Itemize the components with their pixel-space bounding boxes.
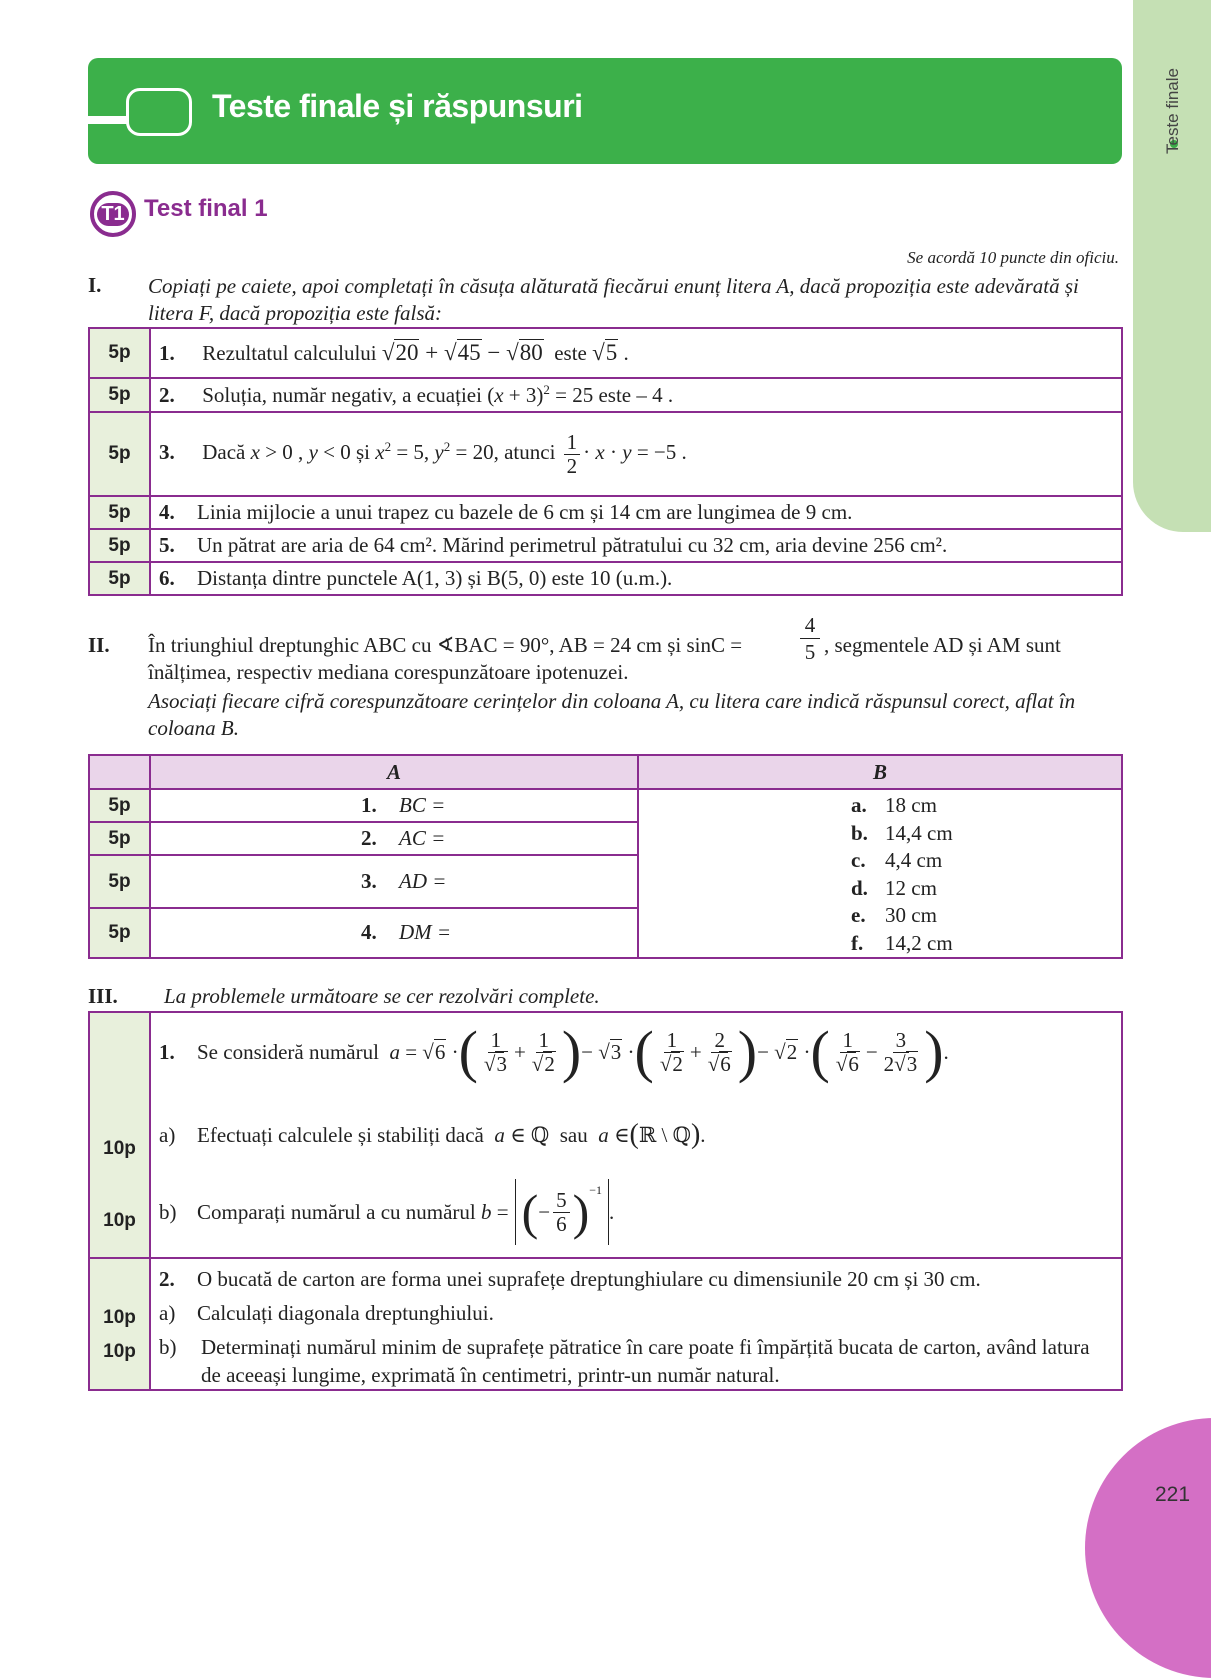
problem-1-statement: 1. Se consideră numărul a = √ 6 · ( $\frac{1}{√3}$ + $\frac{1}{√2}$ ) − √ 3 · ( $\frac{1}{√2}$ + $\frac{2}{√6}$ ) − √ 2 · ( $\frac{1}{√6}$ − $\frac{3}{2√3}$ ) . xyxy=(159,1019,949,1084)
formula-a: a = √ 6 · ( $\frac{1}{√3}$ + $\frac{1}{√2}$ ) − √ 3 · ( $\frac{1}{√2}$ + $\frac{2}{√6}$ ) − √ 2 · ( $\frac{1}{√6}$ − $\frac{3}{2√3}$ ) . xyxy=(389,1019,949,1084)
points-label: 5p xyxy=(89,908,150,958)
problem-1b: b) Comparați numărul a cu numărul b = ( − $\frac{5}{6}$ ) $^{-1}$ . xyxy=(159,1177,1113,1247)
answers-cell xyxy=(638,789,1122,958)
requirement-cell: 1. BC = xyxy=(150,789,638,822)
points-label: 5p xyxy=(89,378,150,412)
table-row xyxy=(89,328,1122,378)
problem-2-row xyxy=(89,1258,1122,1390)
page-number: 221 xyxy=(1155,1483,1191,1506)
problem-1a: a) Efectuați calculele și stabiliți dacă a ∈ ℚ sau a ∈ ( ℝ \ ℚ ) . xyxy=(159,1119,706,1150)
table-row xyxy=(89,378,1122,412)
header-decor-pill xyxy=(126,88,192,136)
column-b-header: B xyxy=(638,755,1122,789)
statement-4: Linia mijlocie a unui trapez cu bazele de 6 cm și 14 cm are lungimea de 9 cm. xyxy=(197,500,853,524)
points-label: 5p xyxy=(89,412,150,496)
problem-1-cell xyxy=(150,1012,1122,1258)
section-iii-instruction: La problemele următoare se cer rezolvări complete. xyxy=(164,984,600,1008)
test-badge: T1 xyxy=(90,191,136,237)
statement-cell: 4. Linia mijlocie a unui trapez cu bazele de 6 cm și 14 cm are lungimea de 9 cm. xyxy=(150,496,1122,529)
section-iii-number: III. xyxy=(88,984,118,1008)
problem-2-cell xyxy=(150,1258,1122,1390)
section-ii-statement-line2: înălțimea, respectiv mediana corespunzătoare ipotenuzei. xyxy=(148,660,629,684)
table-header-row xyxy=(89,755,1122,789)
table-row xyxy=(89,789,1122,822)
statement-1: Rezultatul calculului √20 + √45 − √80 este √5 . xyxy=(202,340,629,365)
problem-2a: a) Calculați diagonala dreptunghiului. xyxy=(159,1301,494,1325)
section-ii-statement-end: , segmentele AD și AM sunt xyxy=(824,633,1061,657)
points-label: 5p xyxy=(89,822,150,855)
side-tab-label: Teste finale xyxy=(1163,68,1182,154)
statement-cell: 2. Soluția, număr negativ, a ecuației $(x + 3)^2 = 25$ este – 4 . xyxy=(150,378,1122,412)
problem-2-statement: 2. O bucată de carton are forma unei suprafețe dreptunghiulare cu dimensiunile 20 cm și 30 cm. xyxy=(159,1267,981,1291)
answer-option: f. 14,2 cm xyxy=(851,930,953,955)
points-label: 5p xyxy=(89,496,150,529)
points-label: 5p xyxy=(89,529,150,562)
requirement-cell: 2. AC = xyxy=(150,822,638,855)
matching-table xyxy=(88,754,1123,959)
answer-option: e. 30 cm xyxy=(851,903,937,927)
statement-5: Un pătrat are aria de 64 cm². Mărind perimetrul pătratului cu 32 cm, aria devine 256 cm². xyxy=(197,533,948,557)
points-label: 5p xyxy=(89,562,150,595)
statement-cell: 6. Distanța dintre punctele A(1, 3) și B(5, 0) este 10 (u.m.). xyxy=(150,562,1122,595)
points-column: 10p 10p xyxy=(89,1012,150,1258)
table-row xyxy=(89,529,1122,562)
statement-2: Soluția, număr negativ, a ecuației $(x + 3)^2 = 25$ este – 4 . xyxy=(202,382,674,407)
answer-option: d. 12 cm xyxy=(851,875,937,900)
statement-6: Distanța dintre punctele A(1, 3) și B(5, 0) este 10 (u.m.). xyxy=(197,566,673,590)
section-ii-statement: În triunghiul dreptunghic ABC cu ∢BAC = 90°, AB = 24 cm și sinC = xyxy=(148,633,743,657)
answer-option: b. 14,4 cm xyxy=(851,820,953,845)
section-ii-number: II. xyxy=(88,633,110,657)
statement-cell: 3. Dacă x > 0 , y < 0 și $x^2 = 5$, $y^2 = 20$, atunci $\frac{1}{2}$ · x · y = −5 . xyxy=(150,412,1122,496)
section-ii-instruction: Asociați fiecare cifră corespunzătoare cerințelor din coloana A, cu litera care indică răspunsul corect, aflat în coloana B. xyxy=(148,689,1076,740)
table-row xyxy=(89,412,1122,496)
page-corner-decor xyxy=(1085,1418,1211,1678)
points-label: 5p xyxy=(89,328,150,378)
problem-2b: b) Determinați numărul minim de suprafețe pătratice în care poate fi împărțită bucata de carton, având latura de aceeași lungime, exprimată în centimetri, printr-un număr natural. xyxy=(159,1335,1090,1387)
formula-b: ( − $\frac{5}{6}$ ) $^{-1}$ xyxy=(515,1179,609,1245)
sin-fraction: 4 5 xyxy=(800,612,820,665)
statement-cell: 5. Un pătrat are aria de 64 cm². Mărind perimetrul pătratului cu 32 cm, aria devine 256 cm². xyxy=(150,529,1122,562)
answer-option: a. 18 cm xyxy=(851,793,937,817)
section-i-number: I. xyxy=(88,273,102,297)
requirement-cell: 4. DM = xyxy=(150,908,638,958)
section-i-instruction: Copiați pe caiete, apoi completați în căsuța alăturată fiecărui enunț litera A, dacă propoziția este adevărată și litera F, dacă propoziția este falsă: xyxy=(148,274,1079,325)
chapter-title: Teste finale și răspunsuri xyxy=(212,88,583,124)
statement-3: Dacă x > 0 , y < 0 și $x^2 = 5$, $y^2 = 20$, atunci $\frac{1}{2}$ · x · y = −5 . xyxy=(202,430,687,478)
header-decor-line xyxy=(72,116,132,124)
test-title: Test final 1 xyxy=(144,195,268,222)
table-row xyxy=(89,562,1122,595)
column-a-header: A xyxy=(150,755,638,789)
points-label: 5p xyxy=(89,855,150,907)
oficiu-note: Se acordă 10 puncte din oficiu. xyxy=(907,248,1119,267)
points-label: 5p xyxy=(89,789,150,822)
requirement-cell: 3. AD = xyxy=(150,855,638,907)
statement-cell: 1. Rezultatul calculului √20 + √45 − √80 este √5 . xyxy=(150,328,1122,378)
table-row xyxy=(89,496,1122,529)
problem-1-row xyxy=(89,1012,1122,1258)
section-iii-table xyxy=(88,1011,1123,1391)
points-column: 10p 10p xyxy=(89,1258,150,1390)
answer-option: c. 4,4 cm xyxy=(851,848,943,872)
section-i-table xyxy=(88,327,1123,596)
